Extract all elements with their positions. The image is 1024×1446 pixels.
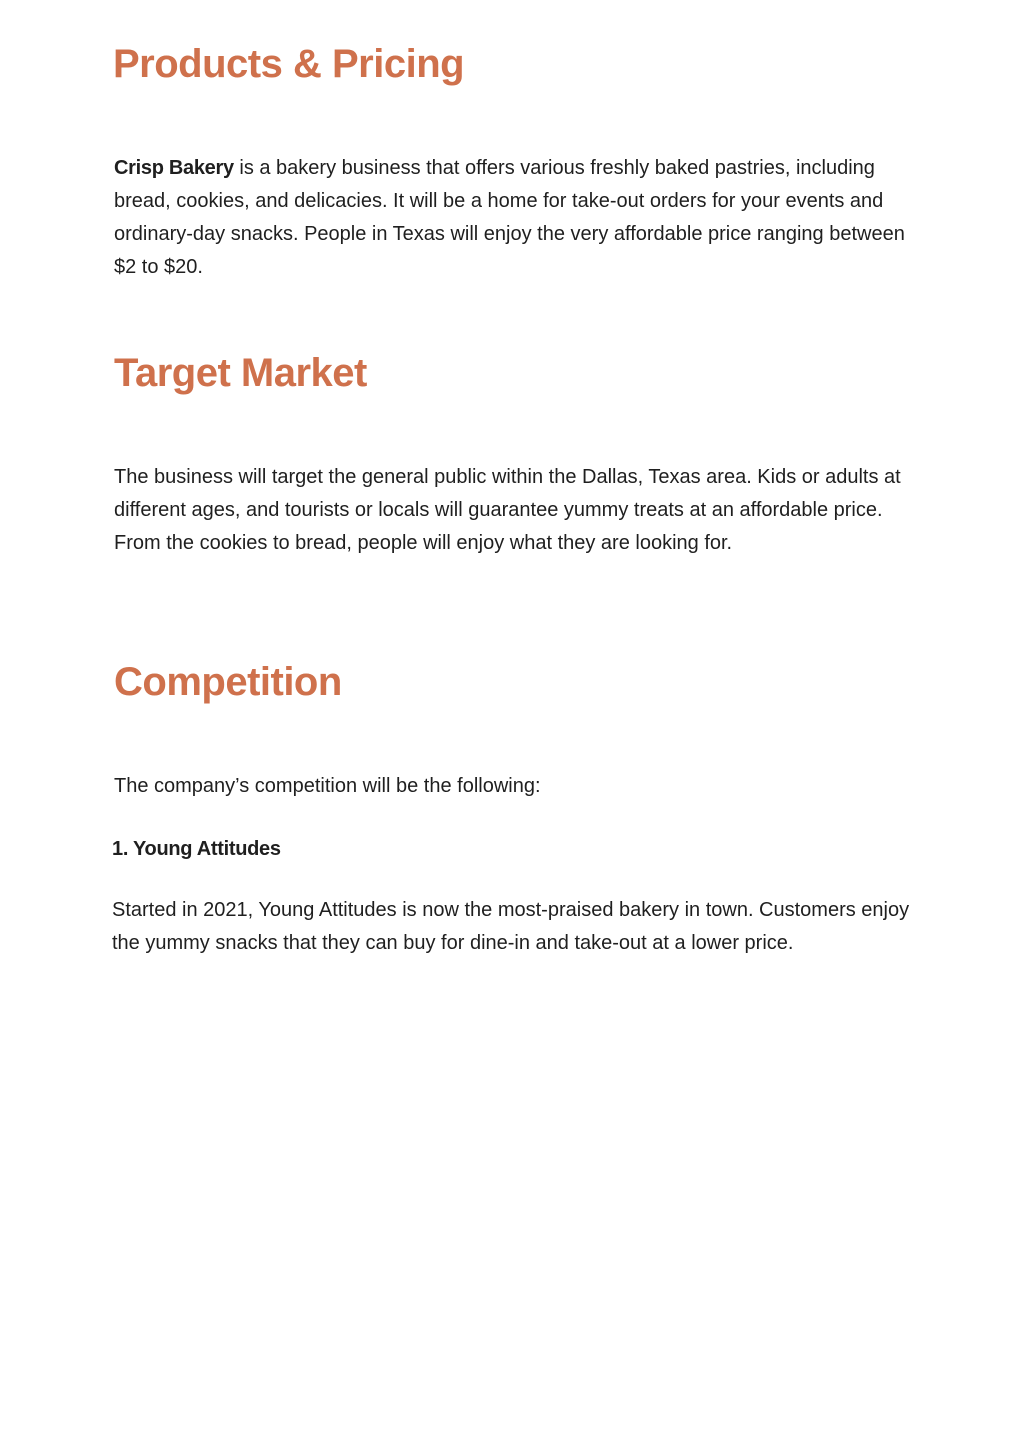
section-heading-target-market: Target Market [114, 351, 367, 395]
section-heading-competition: Competition [114, 660, 342, 704]
competition-intro: The company’s competition will be the following: [114, 775, 541, 797]
products-pricing-text: is a bakery business that offers various freshly baked pastries, including bread, cookies, and delicacies. It will be a home for take-out orders for your events and ordinary-day snacks. People in Texas will enjoy the very affordable price ranging between $2 to $20. [114, 157, 905, 278]
section-heading-products-pricing: Products & Pricing [113, 42, 465, 86]
competitor-description: Started in 2021, Young Attitudes is now the most-praised bakery in town. Customers enjoy the yummy snacks that they can buy for dine-in and take-out at a lower price. [112, 899, 910, 954]
products-pricing-paragraph [114, 152, 914, 284]
competitor-title: 1. Young Attitudes [112, 838, 281, 860]
company-name: Crisp Bakery [114, 157, 234, 179]
target-market-paragraph: The business will target the general public within the Dallas, Texas area. Kids or adults at different ages, and tourists or locals will guarantee yummy treats at an affordable price. From the cookies to bread, people will enjoy what they are looking for. [114, 466, 901, 554]
